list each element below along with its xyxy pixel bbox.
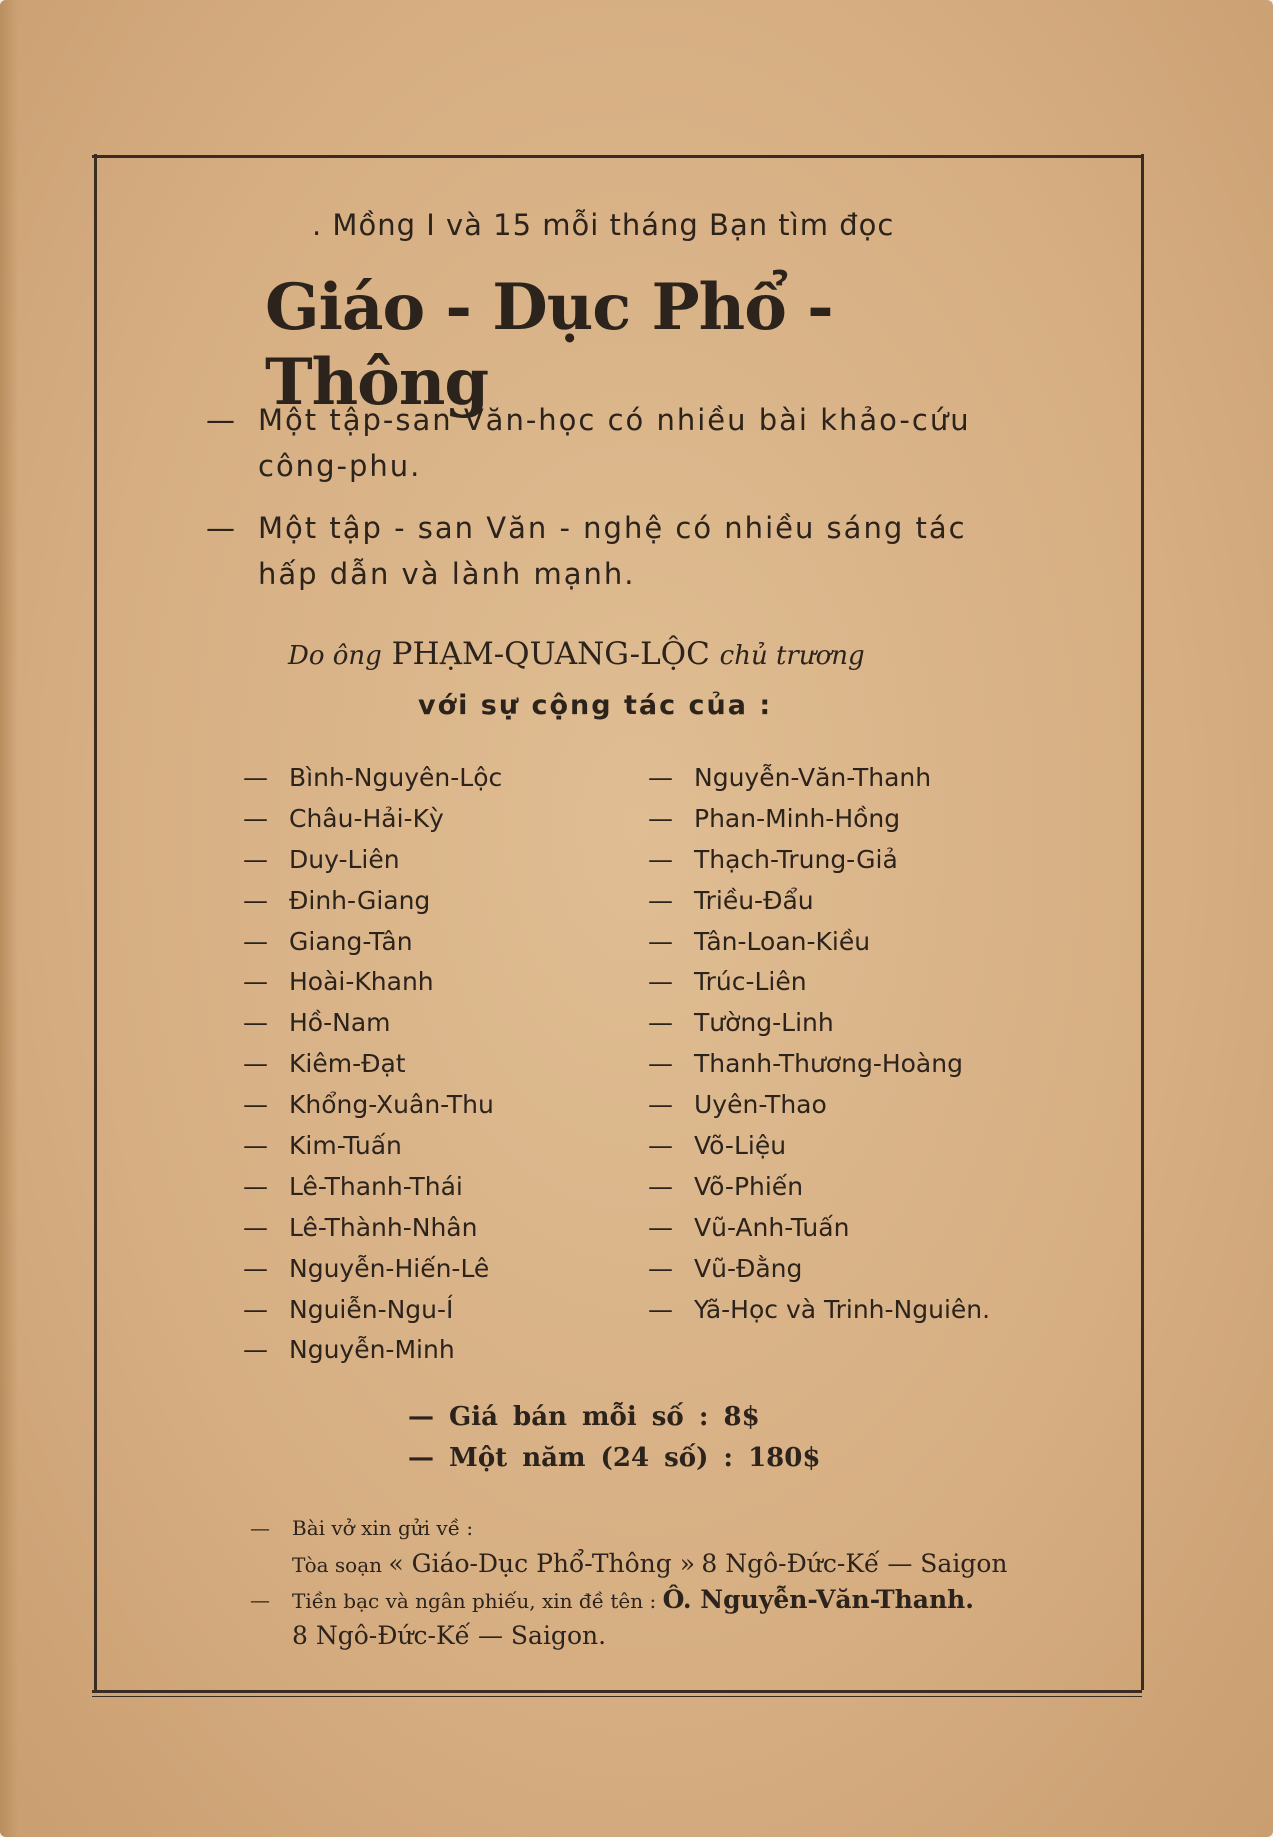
dash: — bbox=[250, 1516, 270, 1540]
contributor-name: Kiêm-Đạt bbox=[289, 1049, 406, 1079]
contributor-item bbox=[648, 758, 990, 799]
payee-address-row bbox=[250, 1618, 1130, 1654]
dash: — bbox=[648, 763, 673, 792]
contributor-name: Hoài-Khanh bbox=[289, 967, 434, 997]
payment-label: Tiền bạc và ngân phiếu, xin đề tên : bbox=[292, 1589, 657, 1613]
price-single-issue: — Giá bán mỗi số : 8$ bbox=[408, 1402, 760, 1432]
contributor-name: Tân-Loan-Kiều bbox=[694, 926, 871, 956]
contributor-item bbox=[648, 881, 990, 922]
contributor-item bbox=[243, 1330, 502, 1371]
contributor-item bbox=[648, 1085, 990, 1126]
contributor-name: Vũ-Anh-Tuấn bbox=[694, 1212, 850, 1242]
contributor-item bbox=[648, 1126, 990, 1167]
dash: — bbox=[243, 926, 268, 956]
dash: — bbox=[243, 763, 268, 792]
contributor-name: Yã-Học và Trinh-Nguiên. bbox=[694, 1294, 991, 1324]
contributor-name: Nguyễn-Minh bbox=[289, 1335, 455, 1365]
magazine-title: Giáo - Dục Phổ - Thông bbox=[265, 270, 833, 420]
contributor-item bbox=[243, 1126, 502, 1167]
contributor-item bbox=[243, 922, 502, 963]
dash: — bbox=[243, 803, 268, 833]
director-name: PHẠM-QUANG-LỘC bbox=[391, 636, 710, 672]
contributor-item bbox=[648, 1167, 990, 1208]
dash: — bbox=[648, 1171, 673, 1201]
manuscripts-note bbox=[250, 1510, 1130, 1546]
contributor-item bbox=[243, 881, 502, 922]
contributor-name: Nguiễn-Ngu-Í bbox=[289, 1294, 454, 1324]
payee-name: Ô. Nguyễn-Văn-Thanh. bbox=[662, 1585, 975, 1614]
price-yearly: — Một năm (24 số) : 180$ bbox=[408, 1443, 821, 1473]
payment-note bbox=[250, 1582, 1130, 1618]
dash: — bbox=[243, 1008, 268, 1038]
contributors-right-column bbox=[648, 758, 990, 1330]
editorial-office bbox=[250, 1546, 1130, 1582]
director-prefix: Do ông bbox=[288, 641, 382, 671]
dash: — bbox=[243, 1253, 268, 1283]
contributor-item bbox=[243, 1208, 502, 1249]
dash: — bbox=[648, 1294, 673, 1324]
dash: — bbox=[243, 1171, 268, 1201]
director-suffix: chủ trương bbox=[719, 641, 865, 671]
dash: — bbox=[648, 803, 673, 833]
contributor-name: Phan-Minh-Hồng bbox=[694, 803, 901, 833]
contributors-left-column bbox=[243, 758, 502, 1371]
dash: — bbox=[648, 1090, 673, 1120]
contributor-name: Võ-Liệu bbox=[694, 1131, 787, 1161]
payee-address: 8 Ngô-Đức-Kế — Saigon. bbox=[292, 1621, 607, 1650]
contributor-name: Giang-Tân bbox=[289, 926, 413, 956]
manuscripts-label: Bài vở xin gửi về : bbox=[292, 1516, 474, 1540]
dash: — bbox=[243, 1131, 268, 1161]
contributor-item bbox=[243, 1290, 502, 1331]
contributor-name: Trúc-Liên bbox=[694, 967, 807, 997]
contributor-item bbox=[648, 799, 990, 840]
dash: — bbox=[648, 1253, 673, 1283]
editorial-name: « Giáo-Dục Phổ-Thông » bbox=[388, 1549, 696, 1578]
contributor-name: Nguyễn-Văn-Thanh bbox=[694, 763, 932, 792]
dash: — bbox=[243, 1212, 268, 1242]
frame-bottom-thin-rule bbox=[92, 1696, 1142, 1697]
contributor-name: Kim-Tuấn bbox=[289, 1131, 402, 1161]
contributor-item bbox=[648, 1044, 990, 1085]
director-line bbox=[288, 636, 1008, 672]
contributor-name: Bình-Nguyên-Lộc bbox=[289, 763, 503, 792]
dash: — bbox=[243, 1335, 268, 1365]
contributor-item bbox=[243, 1044, 502, 1085]
contributor-name: Châu-Hải-Kỳ bbox=[289, 803, 444, 833]
contributor-name: Vũ-Đằng bbox=[694, 1253, 803, 1283]
contributor-item bbox=[243, 1003, 502, 1044]
contributor-item bbox=[648, 1290, 990, 1331]
dash: — bbox=[648, 1008, 673, 1038]
description-item-1 bbox=[206, 397, 1036, 489]
dash: — bbox=[648, 1131, 673, 1161]
contributor-item bbox=[243, 1249, 502, 1290]
dash: — bbox=[648, 967, 673, 997]
contributor-name: Triều-Đẩu bbox=[694, 885, 814, 915]
contributor-item bbox=[648, 922, 990, 963]
contributor-item bbox=[243, 840, 502, 881]
contributor-name: Đinh-Giang bbox=[289, 885, 431, 915]
dash: — bbox=[243, 1294, 268, 1324]
dash: — bbox=[648, 1049, 673, 1079]
dash: — bbox=[250, 1588, 270, 1612]
dash: — bbox=[648, 926, 673, 956]
contributor-item bbox=[243, 1085, 502, 1126]
editorial-address: 8 Ngô-Đức-Kế — Saigon bbox=[701, 1549, 1008, 1578]
description-text: Một tập - san Văn - nghệ có nhiều sáng tác hấp dẫn và lành mạnh. bbox=[258, 511, 967, 591]
dash: — bbox=[206, 403, 237, 437]
contributor-item bbox=[648, 1208, 990, 1249]
contributor-item bbox=[243, 799, 502, 840]
description-item-2 bbox=[206, 505, 1036, 597]
contributor-item bbox=[648, 840, 990, 881]
contributor-name: Khổng-Xuân-Thu bbox=[289, 1090, 494, 1120]
dash: — bbox=[243, 844, 268, 874]
dash: — bbox=[648, 844, 673, 874]
contributor-item bbox=[648, 962, 990, 1003]
intro-line: . Mồng I và 15 mỗi tháng Bạn tìm đọc bbox=[312, 208, 895, 242]
dash: — bbox=[243, 1049, 268, 1079]
contributor-item bbox=[648, 1249, 990, 1290]
contributor-name: Tường-Linh bbox=[694, 1008, 834, 1038]
dash: — bbox=[243, 885, 268, 915]
dash: — bbox=[648, 1212, 673, 1242]
contributor-name: Võ-Phiến bbox=[694, 1171, 804, 1201]
contributor-name: Duy-Liên bbox=[289, 844, 400, 874]
dash: — bbox=[648, 885, 673, 915]
contributor-item bbox=[243, 962, 502, 1003]
contributor-item bbox=[648, 1003, 990, 1044]
contributor-item bbox=[243, 1167, 502, 1208]
collaborators-heading: với sự cộng tác của : bbox=[418, 690, 773, 721]
dash: — bbox=[243, 967, 268, 997]
contributor-name: Uyên-Thao bbox=[694, 1090, 827, 1120]
paper-edge bbox=[0, 0, 18, 1837]
contact-notes bbox=[250, 1510, 1130, 1654]
editorial-prefix: Tòa soạn bbox=[292, 1553, 382, 1577]
description-text: Một tập-san Văn-học có nhiều bài khảo-cứu công-phu. bbox=[258, 403, 971, 483]
contributor-name: Thạch-Trung-Giả bbox=[694, 844, 898, 874]
dash: — bbox=[206, 511, 237, 545]
contributor-name: Thanh-Thương-Hoàng bbox=[694, 1049, 963, 1079]
contributor-name: Hồ-Nam bbox=[289, 1008, 391, 1038]
contributor-name: Lê-Thành-Nhân bbox=[289, 1212, 478, 1242]
frame-bottom-rule bbox=[92, 1690, 1142, 1693]
contributor-item bbox=[243, 758, 502, 799]
contributor-name: Lê-Thanh-Thái bbox=[289, 1171, 463, 1201]
contributor-name: Nguyễn-Hiến-Lê bbox=[289, 1253, 490, 1283]
dash: — bbox=[243, 1090, 268, 1120]
